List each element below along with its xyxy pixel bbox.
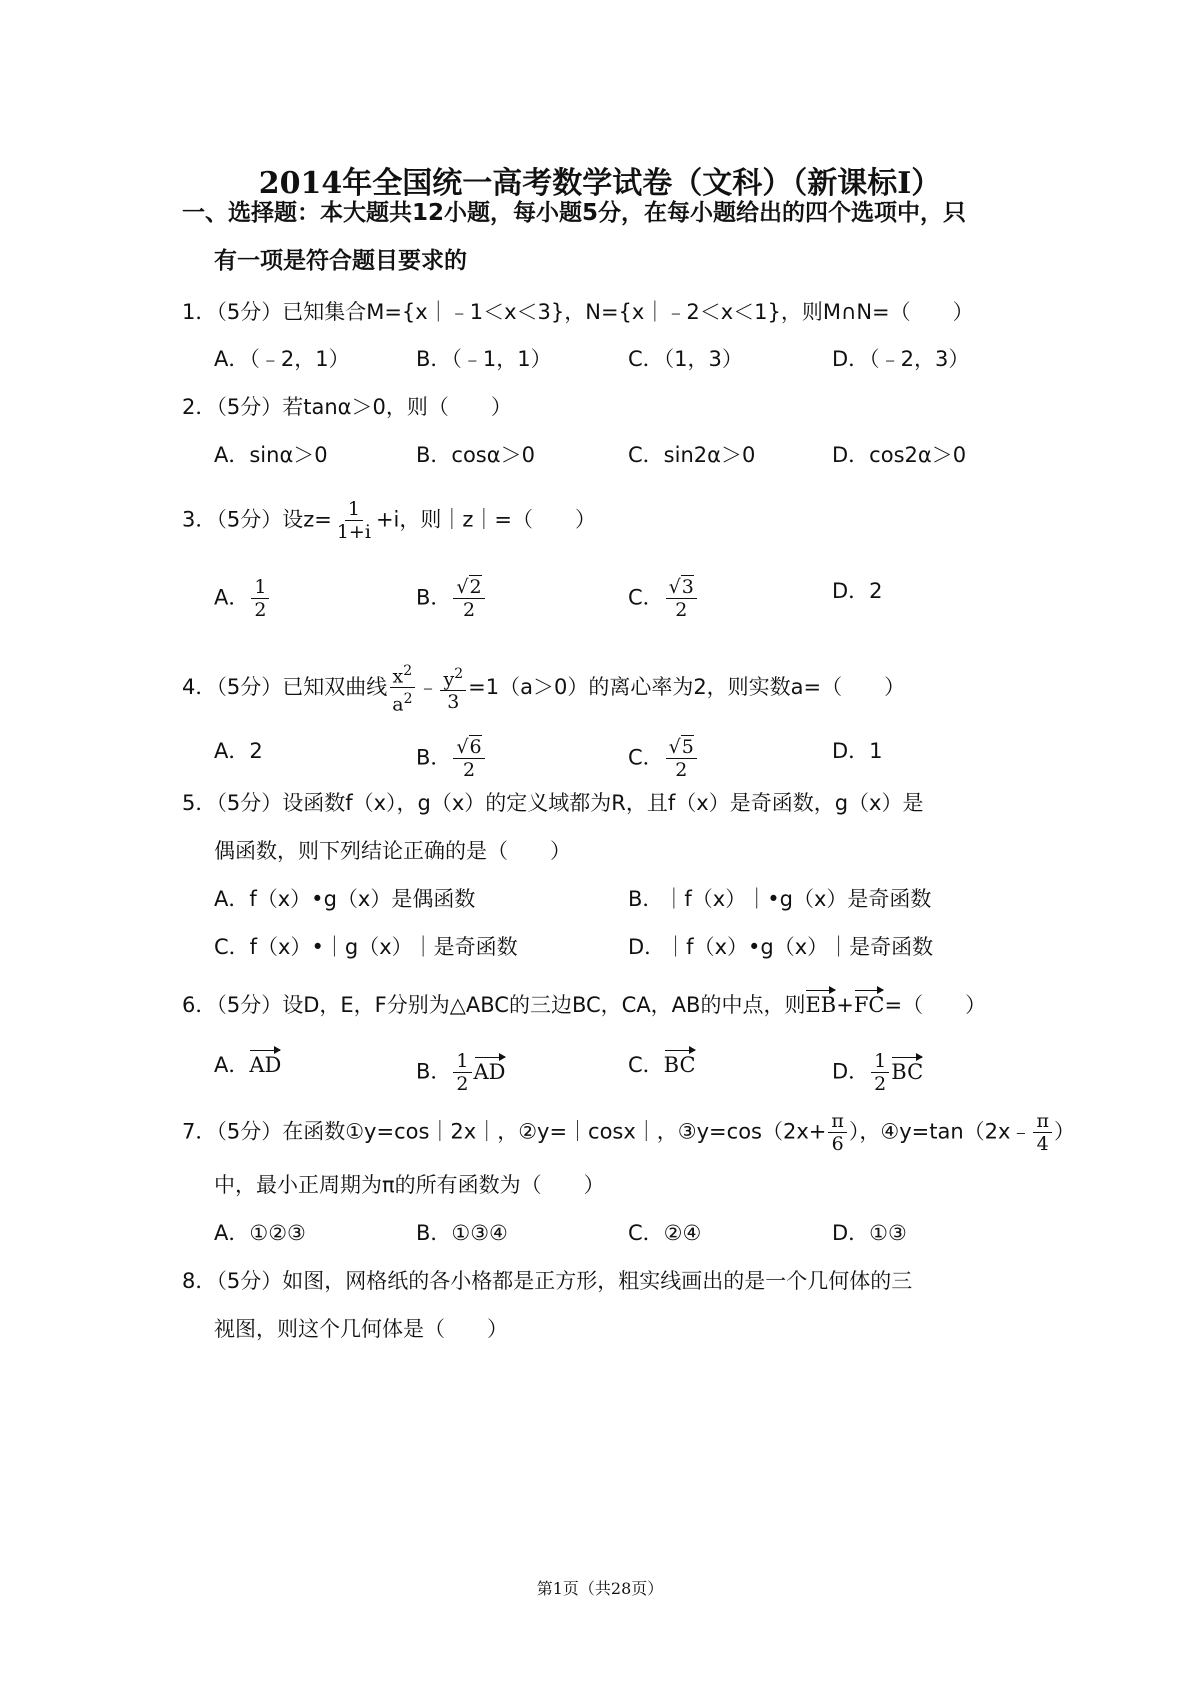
fraction-denominator: 4: [1036, 1133, 1049, 1155]
fraction-denominator: 2: [462, 759, 476, 781]
question-7-stem-mid: ），④y=tan（2x﹣: [848, 1119, 1032, 1144]
fraction-denominator: 2: [254, 599, 267, 621]
question-4-stem-pre: 4．（5分）已知双曲线: [182, 674, 388, 699]
section-heading-line2: 有一项是符合题目要求的: [214, 248, 467, 274]
option-label: A．: [214, 1053, 250, 1077]
page-number-footer: 第1页（共28页）: [536, 1579, 664, 1598]
fraction-denominator: 6: [831, 1133, 844, 1155]
question-7-fraction-1: [828, 1110, 847, 1155]
question-5-stem-line2: 偶函数，则下列结论正确的是（ ）: [214, 839, 571, 863]
question-5-stem-line1: 5．（5分）设函数f（x），g（x）的定义域都为R，且f（x）是奇函数，g（x）是: [182, 791, 924, 815]
radicand: 5: [681, 736, 694, 758]
question-3-stem-post: +i，则｜z｜=（ ）: [375, 507, 596, 532]
vector-bc: BC: [664, 1050, 696, 1080]
fraction-numerator-sqrt: [453, 736, 484, 759]
vector-ad: AD: [474, 1057, 506, 1087]
option-fraction: [453, 736, 484, 781]
fraction-numerator-sqrt: [666, 576, 697, 599]
option-label: C．: [628, 1053, 664, 1077]
radicand: 3: [681, 576, 694, 598]
question-4-minus: ﹣: [417, 674, 439, 699]
numerator-var: y: [443, 668, 455, 690]
question-4-option-b: [416, 736, 487, 781]
exponent: 2: [403, 663, 413, 679]
question-4-fraction-1: [389, 660, 415, 716]
question-2-stem: 2．（5分）若tanα＞0，则（ ）: [182, 395, 512, 419]
question-6-option-c: [628, 1050, 696, 1080]
option-label: D．: [832, 1059, 870, 1084]
option-label: B．: [416, 1059, 452, 1084]
denominator-var: a: [392, 693, 404, 716]
vector-fc: FC: [854, 990, 885, 1020]
radical-sign: √: [668, 736, 681, 758]
question-3-fraction-numerator: 1: [345, 498, 363, 521]
question-3-option-b: [416, 576, 487, 621]
question-7-option-a: A．①②③: [214, 1221, 306, 1245]
question-5-option-b: B．｜f（x）｜•g（x）是奇函数: [628, 887, 932, 911]
question-5-option-c: C．f（x）•｜g（x）｜是奇函数: [214, 935, 518, 959]
fraction-denominator: 2: [675, 599, 688, 621]
exponent: 2: [403, 691, 413, 708]
exam-title: 2014年全国统一高考数学试卷（文科）（新课标Ⅰ）: [258, 166, 942, 201]
question-7-stem-line1: [182, 1110, 1075, 1155]
question-4-fraction-2: [440, 663, 466, 713]
question-3-option-a: [214, 576, 271, 621]
question-4-stem-post: =1（a＞0）的离心率为2，则实数a=（ ）: [468, 674, 906, 699]
fraction-numerator: π: [828, 1110, 847, 1133]
option-label: B．: [416, 745, 452, 770]
question-7-stem-pre: 7．（5分）在函数①y=cos｜2x｜，②y=｜cosx｜，③y=cos（2x+: [182, 1119, 827, 1144]
question-3-option-c: [628, 576, 699, 621]
question-8-stem-line2: 视图，则这个几何体是（ ）: [214, 1317, 508, 1341]
question-8-stem-line1: 8．（5分）如图，网格纸的各小格都是正方形，粗实线画出的是一个几何体的三: [182, 1269, 913, 1293]
radical-sign: √: [456, 576, 469, 598]
exponent: 2: [454, 665, 464, 682]
fraction-numerator: π: [1033, 1110, 1052, 1133]
numerator-var: x: [392, 665, 404, 688]
question-6-stem-pre: 6．（5分）设D，E，F分别为△ABC的三边BC，CA，AB的中点，则: [182, 993, 806, 1017]
question-2-option-c: C．sin2α＞0: [628, 443, 756, 467]
question-6-stem-post: =（ ）: [884, 993, 987, 1017]
question-7-option-d: D．①③: [832, 1221, 907, 1245]
question-3-stem-pre: 3．（5分）设z=: [182, 507, 332, 532]
radicand: 2: [469, 576, 482, 598]
question-7-option-b: B．①③④: [416, 1221, 508, 1245]
fraction-numerator: 1: [871, 1050, 889, 1073]
question-2-option-a: A．sinα＞0: [214, 443, 328, 467]
vector-bc: BC: [891, 1057, 923, 1087]
radicand: 6: [469, 736, 482, 758]
question-1-option-c: C．（1，3）: [628, 347, 743, 371]
question-1-option-a: A．（﹣2，1）: [214, 347, 350, 371]
section-heading-line1: 一、选择题：本大题共12小题，每小题5分，在每小题给出的四个选项中，只: [182, 200, 967, 226]
radical-sign: √: [668, 576, 681, 598]
vector-ad: AD: [249, 1050, 281, 1080]
question-7-option-c: C．②④: [628, 1221, 702, 1245]
question-1-option-d: D．（﹣2，3）: [832, 347, 970, 371]
question-1-option-b: B．（﹣1，1）: [416, 347, 552, 371]
question-7-fraction-2: [1033, 1110, 1052, 1155]
option-fraction: [453, 1050, 471, 1095]
question-6-option-d: [832, 1050, 923, 1095]
fraction-numerator-sqrt: [453, 576, 484, 599]
question-3-fraction-denominator: 1+i: [336, 521, 371, 543]
option-fraction: [666, 736, 697, 781]
radical-sign: √: [456, 736, 469, 758]
fraction-numerator: [440, 663, 466, 691]
fraction-numerator-sqrt: [666, 736, 697, 759]
option-fraction: [251, 576, 269, 621]
question-6-option-b: [416, 1050, 506, 1095]
fraction-denominator: 2: [456, 1073, 469, 1095]
question-6-plus: +: [836, 993, 854, 1017]
question-7-stem-post: ）: [1053, 1119, 1075, 1144]
question-3-fraction: [334, 498, 374, 543]
option-label: B．: [416, 585, 452, 610]
option-label: A．: [214, 585, 250, 610]
question-5-option-a: A．f（x）•g（x）是偶函数: [214, 887, 476, 911]
fraction-numerator: 1: [453, 1050, 471, 1073]
question-4-stem: [182, 660, 905, 716]
fraction-denominator: 2: [874, 1073, 887, 1095]
fraction-numerator: 1: [251, 576, 269, 599]
option-fraction: [453, 576, 484, 621]
question-4-option-c: [628, 736, 699, 781]
question-5-option-d: D．｜f（x）•g（x）｜是奇函数: [628, 935, 934, 959]
vector-eb: EB: [805, 990, 836, 1020]
question-3-stem: [182, 498, 596, 543]
option-label: C．: [628, 745, 664, 770]
question-6-stem: [182, 990, 986, 1020]
option-fraction: [871, 1050, 889, 1095]
fraction-denominator: [389, 688, 415, 715]
question-2-option-b: B．cosα＞0: [416, 443, 535, 467]
question-6-option-a: [214, 1050, 281, 1080]
fraction-denominator: 2: [462, 599, 476, 621]
fraction-numerator: [390, 660, 416, 688]
fraction-denominator: 2: [675, 759, 688, 781]
option-fraction: [666, 576, 697, 621]
question-1-stem: 1．（5分）已知集合M={x｜﹣1＜x＜3}，N={x｜﹣2＜x＜1}，则M∩N=（ ）: [182, 300, 974, 324]
question-3-option-d: D．2: [832, 579, 883, 603]
question-4-option-d: D．1: [832, 739, 883, 763]
question-2-option-d: D．cos2α＞0: [832, 443, 967, 467]
fraction-denominator: 3: [447, 691, 460, 713]
option-label: C．: [628, 585, 664, 610]
question-7-stem-line2: 中，最小正周期为π的所有函数为（ ）: [214, 1173, 605, 1197]
question-4-option-a: A．2: [214, 739, 263, 763]
